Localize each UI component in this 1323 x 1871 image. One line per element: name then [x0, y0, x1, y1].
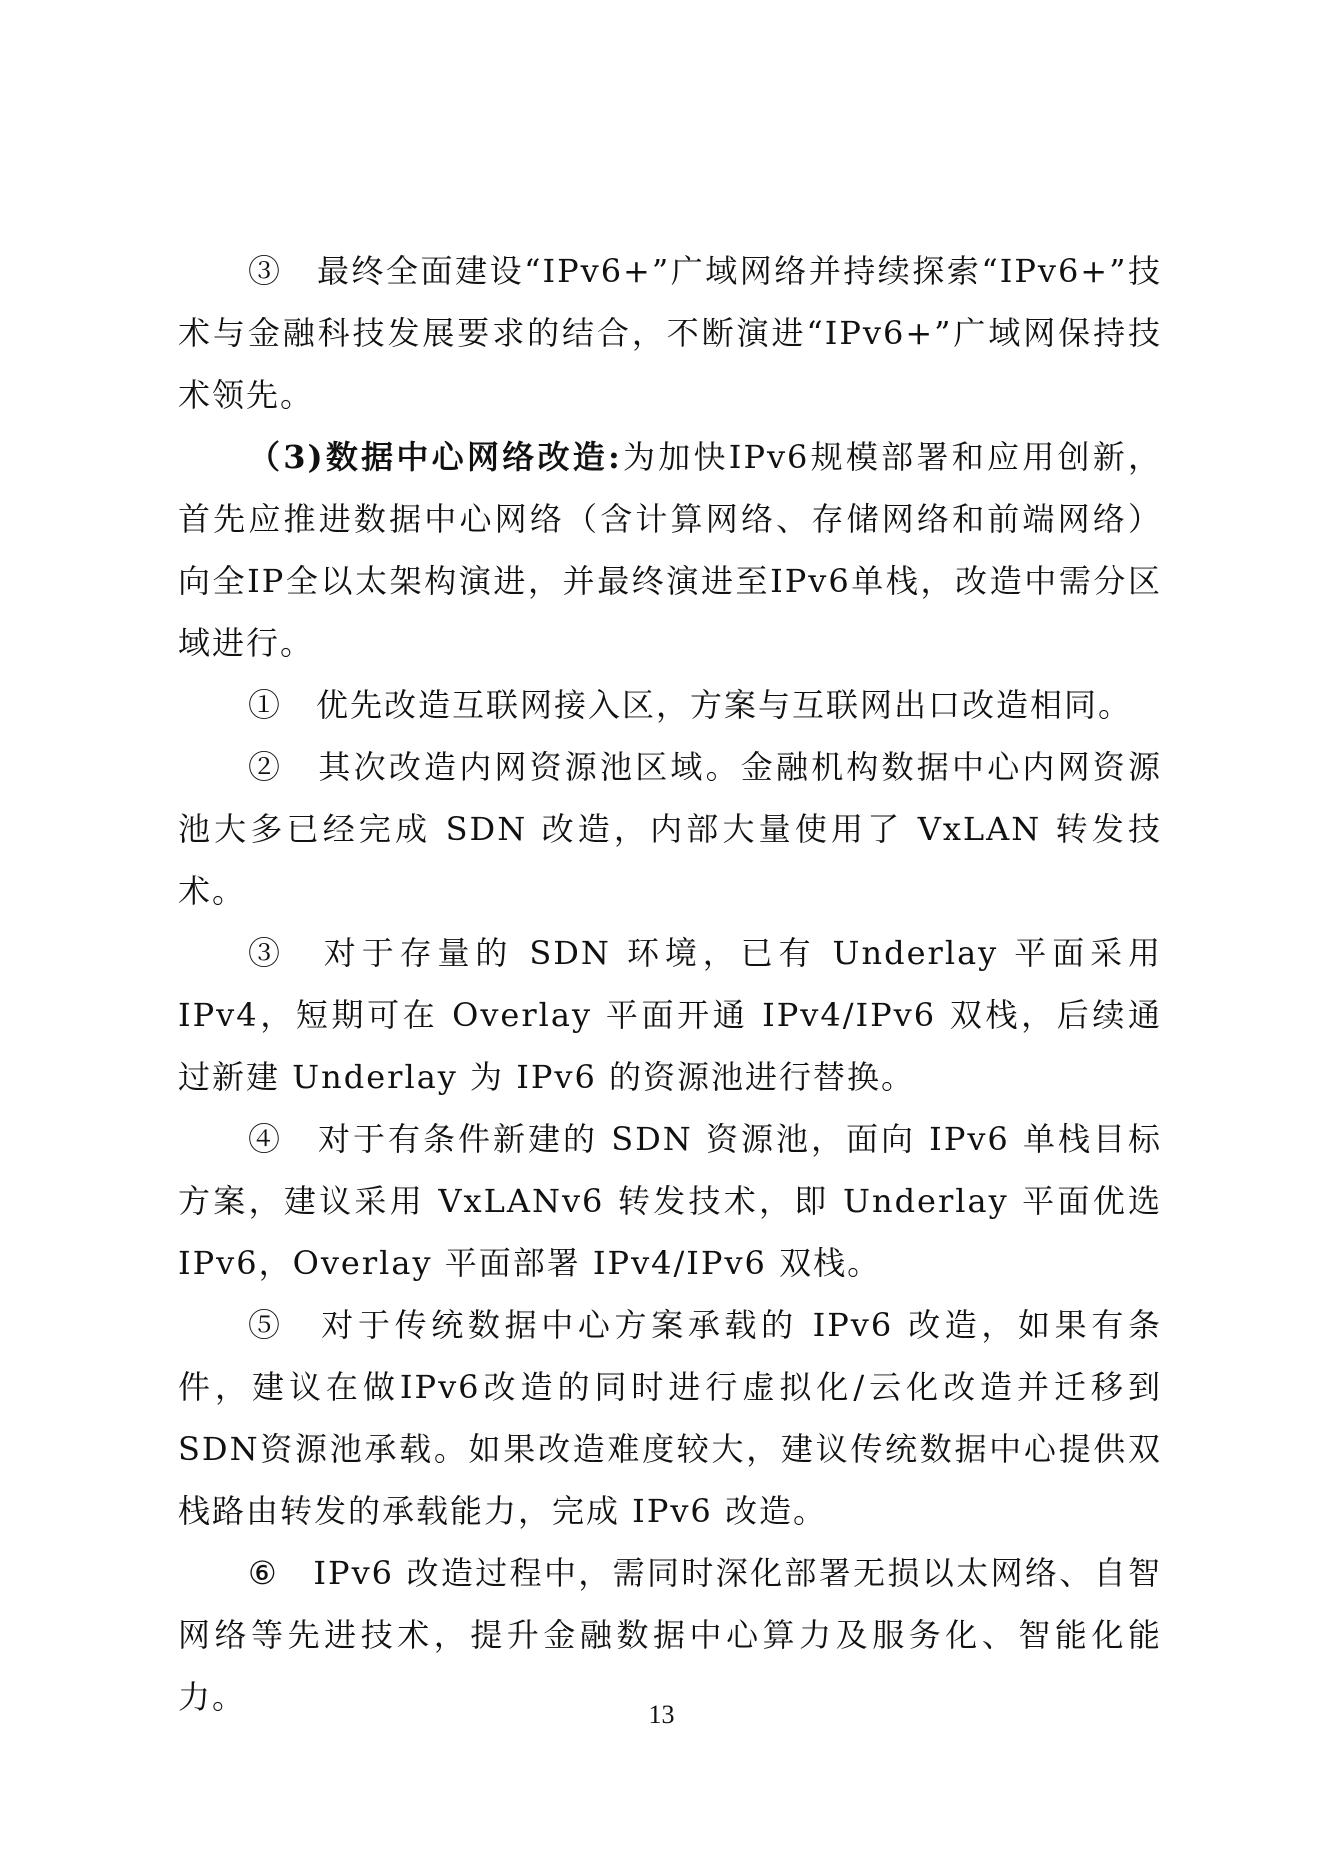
list-item-traditional-dc: ⑤ 对于传统数据中心方案承载的 IPv6 改造，如果有条件，建议在做IPv6改造的同时进行虚拟化/云化改造并迁移到SDN资源池承载。如果改造难度较大，建议传统数据中心提供双栈路由转发的承载能力，完成 IPv6 改造。 — [178, 1306, 1162, 1530]
paragraph-ipv6plus-wan: ③ 最终全面建设“IPv6+”广域网络并持续探索“IPv6+”技术与金融科技发展要求的结合，不断演进“IPv6+”广域网保持技术领先。 — [178, 252, 1162, 414]
list-item-existing-sdn: ③ 对于存量的 SDN 环境，已有 Underlay 平面采用 IPv4，短期可在 Overlay 平面开通 IPv4/IPv6 双栈，后续通过新建 Underlay 为 IPv6 的资源池进行替换。 — [178, 934, 1162, 1096]
document-body — [178, 240, 1162, 1728]
page-number: 13 — [648, 1700, 675, 1729]
list-item-internet-access: ① 优先改造互联网接入区，方案与互联网出口改造相同。 — [248, 686, 1133, 724]
paragraph-datacenter-text: 为加快IPv6规模部署和应用创新，首先应推进数据中心网络（含计算网络、存储网络和前端网络）向全IP全以太架构演进，并最终演进至IPv6单栈，改造中需分区域进行。 — [178, 438, 1162, 662]
list-item-intranet-pool: ② 其次改造内网资源池区域。金融机构数据中心内网资源池大多已经完成 SDN 改造，内部大量使用了 VxLAN 转发技术。 — [178, 748, 1162, 910]
section-heading-datacenter: （3)数据中心网络改造: — [248, 438, 622, 476]
paragraph-datacenter-intro — [178, 426, 1162, 674]
list-item-lossless-network: ⑥ IPv6 改造过程中，需同时深化部署无损以太网络、自智网络等先进技术，提升金融数据中心算力及服务化、智能化能力。 — [178, 1554, 1162, 1716]
list-item-new-sdn: ④ 对于有条件新建的 SDN 资源池，面向 IPv6 单栈目标方案，建议采用 VxLANv6 转发技术，即 Underlay 平面优选 IPv6，Overlay 平面部署 IPv4/IPv6 双栈。 — [178, 1120, 1162, 1282]
